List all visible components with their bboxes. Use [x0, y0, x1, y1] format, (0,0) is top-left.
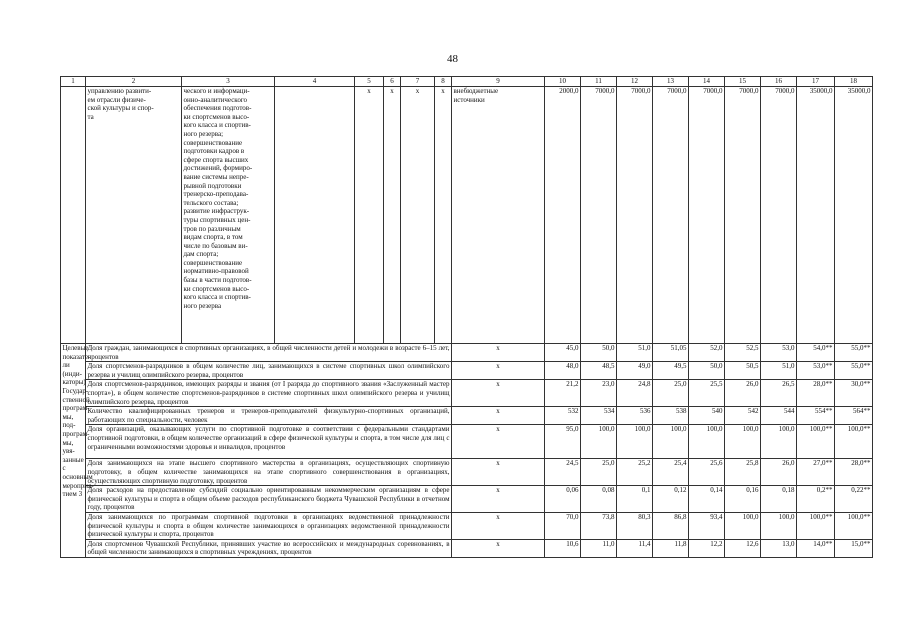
program-table [60, 76, 873, 558]
indicator-value: 25,6 [689, 459, 725, 486]
indicator-value: 0,14 [689, 486, 725, 513]
column-header: 17 [797, 77, 835, 87]
value-cell: 7000,0 [725, 87, 761, 344]
indicator-value: 536 [617, 407, 653, 425]
source-cell: внебюджетные источники [452, 87, 545, 344]
code-cell: x [435, 87, 452, 344]
indicator-value: 12,6 [725, 539, 761, 557]
indicator-value: 45,0 [545, 344, 581, 362]
value-cell: 7000,0 [689, 87, 725, 344]
indicator-value: 25,5 [689, 380, 725, 407]
column-header: 6 [384, 77, 401, 87]
indicator-value: 70,0 [545, 512, 581, 539]
indicator-value: 0,16 [725, 486, 761, 513]
indicator-mark: x [452, 425, 545, 459]
indicator-value: 55,0** [835, 344, 873, 362]
indicator-value: 100,0 [725, 425, 761, 459]
code-cell: x [355, 87, 384, 344]
indicator-value: 48,5 [581, 362, 617, 380]
tasks-cell: ческого и информаци- онно-аналитического обеспечения подготов- ки спортсменов высо- кого класса и спортив- ного резерва; совершенствование подготовки кадров в сфере спорта высших достижений, формиро- вание системы непре- рывной подготовки тренерско-преподава- тельского состава; развитие инфраструк- туры спортивных цен- тров по различным видам спорта, в том числе по базовым ви- дам спорта; совершенствование нормативно-правовой базы в части подготов- ки спортсменов высо- кого класса и спортив- ного резерва [182, 87, 275, 344]
indicator-value: 100,0 [617, 425, 653, 459]
indicator-value: 26,0 [725, 380, 761, 407]
indicator-value: 15,0** [835, 539, 873, 557]
column-header: 12 [617, 77, 653, 87]
indicator-value: 540 [689, 407, 725, 425]
indicator-value: 532 [545, 407, 581, 425]
indicator-value: 534 [581, 407, 617, 425]
indicator-value: 55,0** [835, 362, 873, 380]
indicator-text: Доля спортсменов Чувашской Республики, принявших участие во всероссийских и международных соревнованиях, в общей численности занимающихся в спортивных учреждениях, процентов [87, 539, 450, 557]
indicator-value: 0,08 [581, 486, 617, 513]
indicator-mark: x [452, 380, 545, 407]
indicator-row [61, 459, 873, 486]
empty-cell [61, 87, 86, 344]
indicator-value: 564** [835, 407, 873, 425]
indicator-value: 100,0 [581, 425, 617, 459]
column-header: 14 [689, 77, 725, 87]
page-number: 48 [447, 53, 458, 65]
funding-row [61, 87, 873, 344]
value-cell: 35000,0 [835, 87, 873, 344]
value-cell: 7000,0 [581, 87, 617, 344]
column-header: 13 [653, 77, 689, 87]
column-header: 7 [401, 77, 435, 87]
indicator-mark: x [452, 459, 545, 486]
indicator-mark: x [452, 539, 545, 557]
targets-label: Целевые показате- ли (инди- каторы) Государ- ственной програм- мы, под- програм- мы, увя- занные с основным мероприя- тием 3 [61, 344, 86, 558]
indicator-value: 26,0 [761, 459, 797, 486]
column-header: 9 [452, 77, 545, 87]
indicator-value: 50,0 [581, 344, 617, 362]
indicator-text: Доля организаций, оказывающих услуги по спортивной подготовке в соответствии с федеральными стандартами спортивной подготовки, в общем количестве организаций в сфере физической культуры и спорта, в том числе для лиц с ограниченными возможностями здоровья и инвалидов, процентов [86, 425, 452, 459]
indicator-row [61, 344, 873, 362]
value-cell: 7000,0 [653, 87, 689, 344]
indicator-value: 100,0 [689, 425, 725, 459]
indicator-value: 538 [653, 407, 689, 425]
indicator-text: Количество квалифицированных тренеров и тренеров-преподавателей физкультурно-спортивных организаций, работающих по специальности, человек [87, 407, 450, 424]
indicator-value: 0,18 [761, 486, 797, 513]
column-header: 16 [761, 77, 797, 87]
indicator-value: 80,3 [617, 512, 653, 539]
indicator-value: 25,8 [725, 459, 761, 486]
indicator-value: 554** [797, 407, 835, 425]
indicator-value: 21,2 [545, 380, 581, 407]
indicator-value: 51,05 [653, 344, 689, 362]
indicator-value: 24,8 [617, 380, 653, 407]
indicator-text: Доля расходов на предоставление субсидий социально ориентированным некоммерческим организациям в сфере физической культуры и спорта в общем объеме расходов республиканского бюджета Чувашской Республики в отчетном году, процентов [87, 486, 450, 512]
indicator-value: 24,5 [545, 459, 581, 486]
indicator-value: 0,12 [653, 486, 689, 513]
indicator-value: 11,4 [617, 539, 653, 557]
indicator-value: 100,0 [761, 512, 797, 539]
column-header: 4 [275, 77, 355, 87]
column-header: 18 [835, 77, 873, 87]
indicator-value: 49,5 [653, 362, 689, 380]
indicator-value: 0,22** [835, 486, 873, 513]
indicator-value: 25,4 [653, 459, 689, 486]
indicator-value: 13,0 [761, 539, 797, 557]
indicator-value: 27,0** [797, 459, 835, 486]
indicator-value: 544 [761, 407, 797, 425]
indicator-value: 26,5 [761, 380, 797, 407]
indicator-value: 49,0 [617, 362, 653, 380]
indicator-value: 542 [725, 407, 761, 425]
indicator-row [61, 362, 873, 380]
indicator-value: 23,0 [581, 380, 617, 407]
indicator-value: 100,0** [797, 425, 835, 459]
column-header-row [61, 77, 873, 87]
code-cell: x [401, 87, 435, 344]
indicator-value: 54,0** [797, 344, 835, 362]
indicator-value: 52,0 [689, 344, 725, 362]
value-cell: 7000,0 [617, 87, 653, 344]
code-cell: x [384, 87, 401, 344]
column-header: 3 [182, 77, 275, 87]
column-header: 15 [725, 77, 761, 87]
indicator-mark: x [452, 512, 545, 539]
indicator-value: 25,0 [653, 380, 689, 407]
column-header: 10 [545, 77, 581, 87]
indicator-value: 11,0 [581, 539, 617, 557]
indicator-text: Доля спортсменов-разрядников, имеющих разряды и звания (от I разряда до спортивного звания «Заслуженный мастер спорта»), в общем количестве спортсменов-разрядников в системе спортивных школ олимпийского резерва и училищ олимпийского резерва, процентов [87, 380, 450, 406]
indicator-value: 100,0 [653, 425, 689, 459]
indicator-value: 73,8 [581, 512, 617, 539]
indicator-value: 95,0 [545, 425, 581, 459]
indicator-value: 100,0 [725, 512, 761, 539]
indicator-value: 25,0 [581, 459, 617, 486]
indicator-value: 0,06 [545, 486, 581, 513]
indicator-value: 0,2** [797, 486, 835, 513]
indicator-value: 28,0** [835, 459, 873, 486]
indicator-value: 93,4 [689, 512, 725, 539]
indicator-value: 53,0** [797, 362, 835, 380]
indicator-value: 52,5 [725, 344, 761, 362]
indicator-value: 53,0 [761, 344, 797, 362]
indicator-row [61, 512, 873, 539]
value-cell: 35000,0 [797, 87, 835, 344]
indicator-text: Доля занимающихся по программам спортивной подготовки в организациях ведомственной принадлежности физической культуры и спорта в общем количестве занимающихся в организациях ведомственной принадлежности физической культуры и спорта, процентов [87, 512, 450, 539]
indicator-text: Доля спортсменов-разрядников в общем количестве лиц, занимающихся в системе спортивных школ олимпийского резерва и училищ олимпийского резерва, процентов [87, 362, 450, 379]
indicator-value: 100,0 [761, 425, 797, 459]
indicator-value: 50,0 [689, 362, 725, 380]
indicator-row [61, 486, 873, 513]
indicator-mark: x [452, 486, 545, 513]
indicator-value: 11,8 [653, 539, 689, 557]
indicator-value: 48,0 [545, 362, 581, 380]
responsible-cell: управлению развити- ем отрасли физиче- ской культуры и спор- та [86, 87, 182, 344]
indicator-row [61, 407, 873, 425]
indicator-text: Доля граждан, занимающихся в спортивных организациях, в общей численности детей и молодежи в возрасте 6–15 лет, процентов [87, 344, 450, 361]
indicator-value: 100,0** [835, 512, 873, 539]
indicator-row [61, 380, 873, 407]
indicator-value: 51,0 [761, 362, 797, 380]
indicator-row [61, 539, 873, 557]
empty-cell [275, 87, 355, 344]
indicator-text: Доля занимающихся на этапе высшего спортивного мастерства в организациях, осуществляющих спортивную подготовку, в общем количестве занимающихся на этапе спортивного совершенствования в организациях, осуществляющих спортивную подготовку, процентов [87, 459, 450, 485]
indicator-value: 12,2 [689, 539, 725, 557]
indicator-value: 86,8 [653, 512, 689, 539]
indicator-value: 28,0** [797, 380, 835, 407]
indicator-value: 50,5 [725, 362, 761, 380]
column-header: 1 [61, 77, 86, 87]
indicator-value: 0,1 [617, 486, 653, 513]
indicator-mark: x [452, 344, 545, 362]
indicator-value: 100,0** [797, 512, 835, 539]
column-header: 11 [581, 77, 617, 87]
column-header: 8 [435, 77, 452, 87]
indicator-value: 14,0** [797, 539, 835, 557]
value-cell: 7000,0 [761, 87, 797, 344]
column-header: 2 [86, 77, 182, 87]
indicator-mark: x [452, 362, 545, 380]
indicator-value: 51,0 [617, 344, 653, 362]
indicator-mark: x [452, 407, 545, 425]
indicator-value: 10,6 [545, 539, 581, 557]
column-header: 5 [355, 77, 384, 87]
indicator-value: 100,0** [835, 425, 873, 459]
indicator-value: 30,0** [835, 380, 873, 407]
indicator-value: 25,2 [617, 459, 653, 486]
indicator-row [61, 425, 873, 459]
value-cell: 2000,0 [545, 87, 581, 344]
